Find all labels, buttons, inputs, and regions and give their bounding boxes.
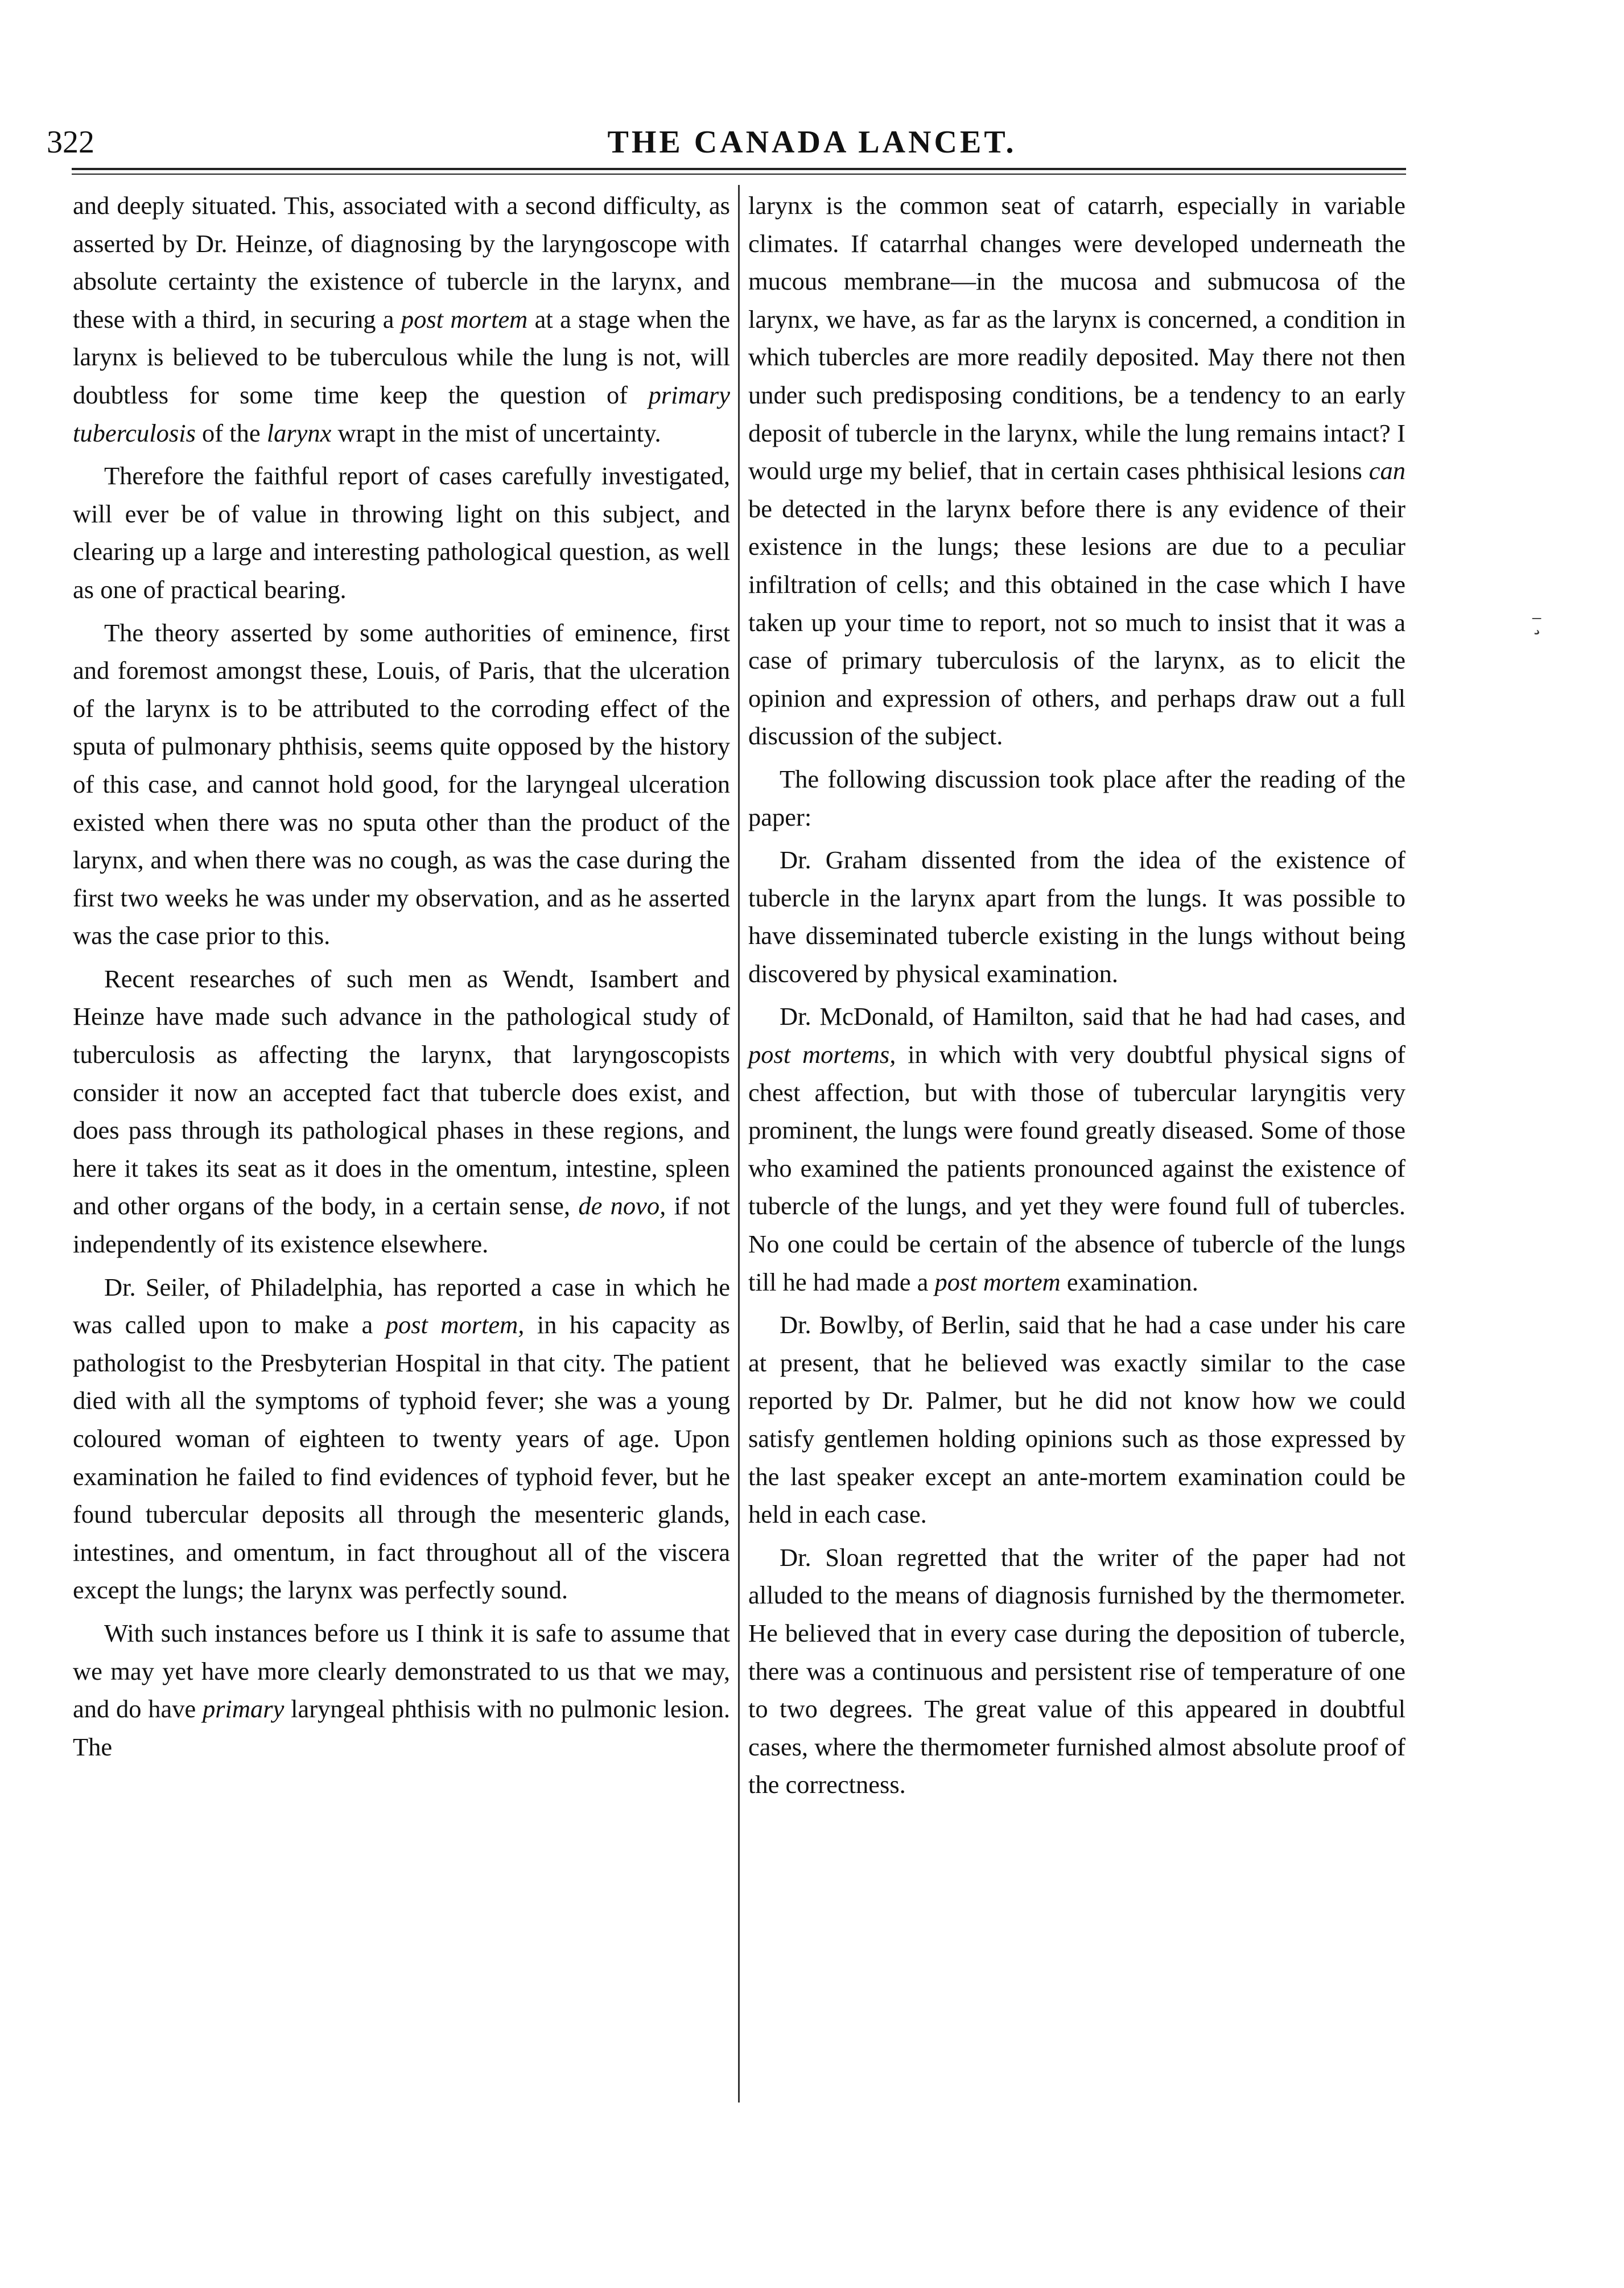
page-header	[0, 122, 1624, 174]
left-column	[73, 187, 730, 1771]
page-number: 322	[47, 125, 94, 160]
paragraph: larynx is the common seat of catarrh, especially in variable climates. If catarrhal changes were developed underneath the mucous membrane—in the mucosa and submucosa of the larynx, we have, as far as the larynx is concerned, a condition in which tubercles are more readily deposited. May there not then under such predisposing conditions, be a tendency to an early deposit of tubercle in the larynx, while the lung remains intact? I would urge my belief, that in certain cases phthisical lesions can be detected in the larynx before there is any evidence of their existence in the lungs; these lesions are due to a peculiar infiltration of cells; and this obtained in the case which I have taken up your time to report, not so much to insist that it was a case of primary tuberculosis of the larynx, as to elicit the opinion and expression of others, and perhaps draw out a full discussion of the subject.	[748, 191, 1405, 751]
paragraph: Dr. Sloan regretted that the writer of the paper had not alluded to the means of diagnosis furnished by the thermometer. He believed that in every case during the deposition of tubercle, there was a continuous and persistent rise of temperature of one to two degrees. The great value of this appeared in doubtful cases, where the thermometer furnished almost absolute proof of the correctness.	[748, 1543, 1405, 1799]
paragraph: Dr. McDonald, of Hamilton, said that he had had cases, and post mortems, in which with very doubtful physical signs of chest affection, but with those of tubercular laryngitis very prominent, the lungs were found greatly diseased. Some of those who examined the patients pronounced against the existence of tubercle of the lungs, and yet they were found full of tubercles. No one could be certain of the absence of tubercle of the lungs till he had made a post mortem examination.	[748, 1002, 1405, 1296]
paragraph: and deeply situated. This, associated with a second difficulty, as asserted by Dr. Heinze, of diagnosing by the laryngoscope with absolute certainty the existence of tubercle in the larynx, and these with a third, in securing a post mortem at a stage when the larynx is believed to be tuberculous while the lung is not, will doubtless for some time keep the question of primary tuberculosis of the larynx wrapt in the mist of uncertainty.	[73, 191, 730, 447]
paragraph: Recent researches of such men as Wendt, Isambert and Heinze have made such advance in the pathological study of tuberculosis as affecting the larynx, that laryngoscopists consider it now an accepted fact that tubercle does exist, and does pass through its pathological phases in these regions, and here it takes its seat as it does in the omentum, intestine, spleen and other organs of the body, in a certain sense, de novo, if not independently of its existence elsewhere.	[73, 964, 730, 1259]
header-rule-thin	[72, 174, 1406, 175]
right-column	[748, 187, 1405, 1809]
margin-mark: ⁻̧	[1531, 609, 1543, 635]
running-head: THE CANADA LANCET.	[607, 125, 1017, 160]
paragraph: With such instances before us I think it is safe to assume that we may yet have more clearly demonstrated to us that we may, and do have primary laryngeal phthisis with no pulmonic lesion. The	[73, 1618, 730, 1761]
header-rule	[72, 168, 1406, 170]
paragraph: Therefore the faithful report of cases carefully investigated, will ever be of value in throwing light on this subject, and clearing up a large and interesting pathological question, as well as one of practical bearing.	[73, 461, 730, 604]
paragraph: Dr. Bowlby, of Berlin, said that he had a case under his care at present, that he believed was exactly similar to the case reported by Dr. Palmer, but he did not know how we could satisfy gentlemen holding opinions such as those expressed by the last speaker except an ante-mortem examination could be held in each case.	[748, 1310, 1405, 1529]
paragraph: The theory asserted by some authorities of eminence, first and foremost amongst these, Louis, of Paris, that the ulceration of the larynx is to be attributed to the corroding effect of the sputa of pulmonary phthisis, seems quite opposed by the history of this case, and cannot hold good, for the laryngeal ulceration existed when there was no sputa other than the product of the larynx, and when there was no cough, as was the case during the first two weeks he was under my observation, and as he asserted was the case prior to this.	[73, 618, 730, 950]
paragraph: The following discussion took place after the reading of the paper:	[748, 764, 1405, 831]
paragraph: Dr. Seiler, of Philadelphia, has reported a case in which he was called upon to make a post mortem, in his capacity as pathologist to the Presbyterian Hospital in that city. The patient died with all the symptoms of typhoid fever; she was a young coloured woman of eighteen to twenty years of age. Upon examination he failed to find evidences of typhoid fever, but he found tubercular deposits all through the mesenteric glands, intestines, and omentum, in fact throughout all of the viscera except the lungs; the larynx was perfectly sound.	[73, 1272, 730, 1605]
paragraph: Dr. Graham dissented from the idea of the existence of tubercle in the larynx apart from the lungs. It was possible to have disseminated tubercle existing in the lungs without being discovered by physical examination.	[748, 846, 1405, 988]
column-divider	[738, 185, 740, 2103]
